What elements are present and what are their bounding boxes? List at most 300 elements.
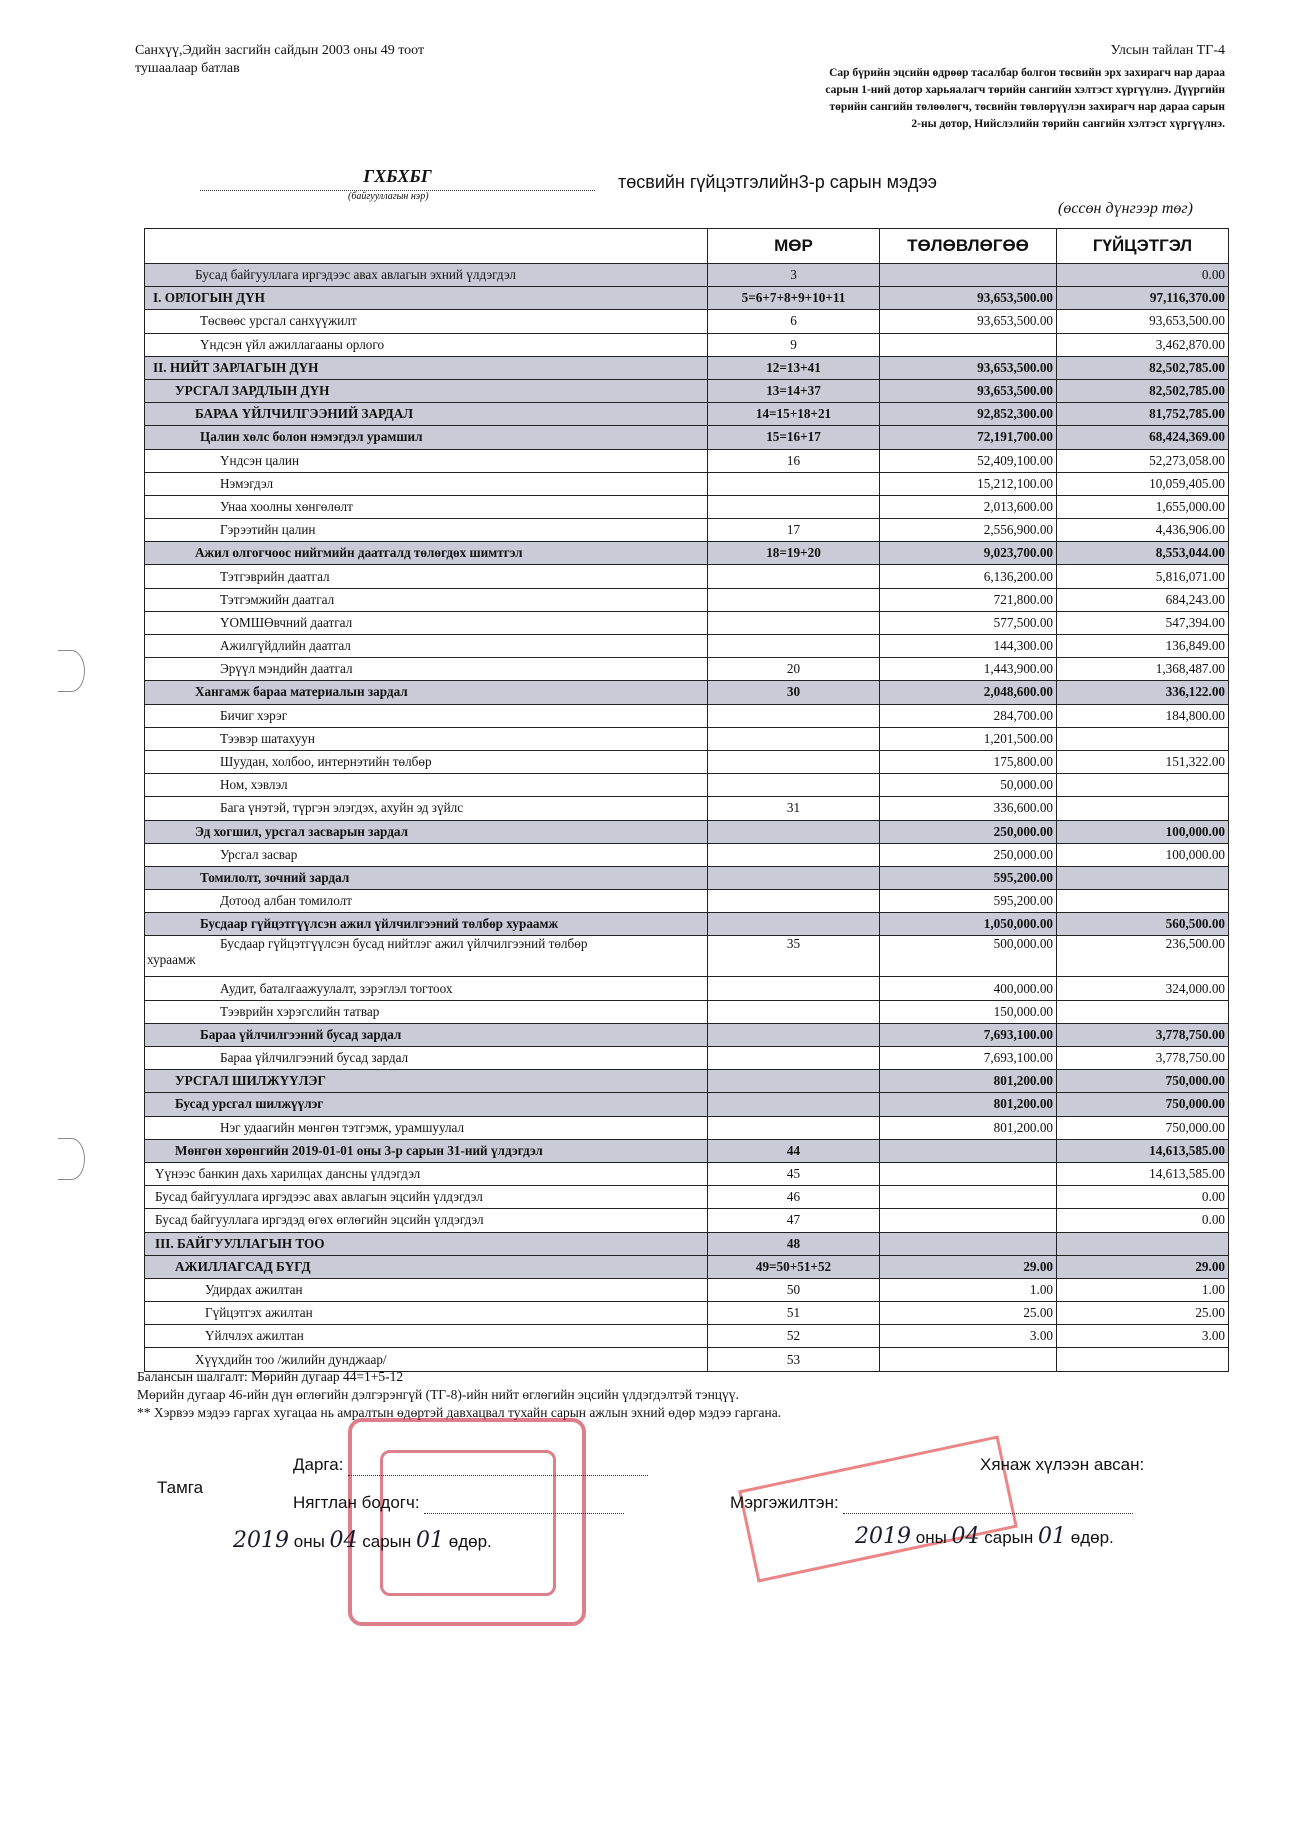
director-signature-line [293, 1455, 648, 1476]
actual-value: 3,462,870.00 [1057, 333, 1229, 356]
row-label [145, 426, 708, 449]
row-number: 31 [708, 797, 880, 820]
punch-hole-top [58, 650, 85, 692]
actual-value: 52,273,058.00 [1057, 449, 1229, 472]
row-label-continuation: хураамж [147, 952, 196, 968]
actual-value: 10,059,405.00 [1057, 472, 1229, 495]
row-number: 15=16+17 [708, 426, 880, 449]
table-row [145, 797, 1229, 820]
row-label [145, 519, 708, 542]
actual-value: 100,000.00 [1057, 820, 1229, 843]
plan-value: 93,653,500.00 [880, 356, 1057, 379]
table-row [145, 264, 1229, 287]
row-label [145, 681, 708, 704]
actual-value [1057, 774, 1229, 797]
actual-value: 3.00 [1057, 1325, 1229, 1348]
row-label [145, 843, 708, 866]
row-label [145, 565, 708, 588]
plan-value: 801,200.00 [880, 1116, 1057, 1139]
table-row [145, 379, 1229, 402]
left-date-line [233, 1528, 492, 1553]
row-label-text: Тээвэр шатахуун [220, 730, 315, 746]
specialist-signature-field [843, 1493, 1133, 1514]
right-date-ony: оны [915, 1528, 947, 1547]
row-number [708, 977, 880, 1000]
plan-value [880, 1232, 1057, 1255]
plan-value: 400,000.00 [880, 977, 1057, 1000]
row-number [708, 472, 880, 495]
actual-value: 560,500.00 [1057, 913, 1229, 936]
row-label [145, 890, 708, 913]
actual-value [1057, 727, 1229, 750]
plan-value: 144,300.00 [880, 635, 1057, 658]
plan-value: 6,136,200.00 [880, 565, 1057, 588]
row-number [708, 843, 880, 866]
row-label [145, 1255, 708, 1278]
plan-value: 93,653,500.00 [880, 379, 1057, 402]
plan-value: 3.00 [880, 1325, 1057, 1348]
row-number: 30 [708, 681, 880, 704]
table-row [145, 1186, 1229, 1209]
budget-report-table [144, 228, 1229, 1372]
plan-value: 801,200.00 [880, 1070, 1057, 1093]
table-row [145, 1162, 1229, 1185]
row-number: 6 [708, 310, 880, 333]
table-row [145, 542, 1229, 565]
row-label-text: Тэтгэврийн даатгал [220, 568, 330, 584]
actual-value: 1.00 [1057, 1278, 1229, 1301]
row-label [145, 1116, 708, 1139]
row-label-text: Тэтгэмжийн даатгал [220, 591, 335, 607]
actual-value: 25.00 [1057, 1302, 1229, 1325]
plan-value: 2,013,600.00 [880, 495, 1057, 518]
accountant-signature-field [424, 1493, 624, 1514]
actual-value: 324,000.00 [1057, 977, 1229, 1000]
punch-hole-bottom [58, 1138, 85, 1180]
row-label [145, 1325, 708, 1348]
row-number [708, 866, 880, 889]
row-label [145, 1139, 708, 1162]
left-date-saryn: сарын [362, 1532, 412, 1551]
plan-value [880, 1348, 1057, 1371]
specialist-label: Мэргэжилтэн: [730, 1493, 839, 1512]
row-label-text: УРСГАЛ ЗАРДЛЫН ДҮН [175, 383, 330, 399]
row-label [145, 1093, 708, 1116]
row-label-text: Хүүхдийн тоо /жилийн дунджаар/ [195, 1351, 387, 1367]
row-label-text: Эд хогшил, урсгал засварын зардал [195, 823, 408, 839]
director-label: Дарга: [293, 1455, 344, 1474]
row-label [145, 797, 708, 820]
holiday-note: ** Хэрвээ мэдээ гаргах хугацаа нь амралтын өдөртэй давхацвал тухайн сарын ажлын эхний өдөр мэдээ гаргана. [137, 1405, 782, 1420]
row-label-text: Бусдаар гүйцэтгүүлсэн бусад нийтлэг ажил үйлчилгээний төлбөр [220, 936, 588, 952]
row-number [708, 1023, 880, 1046]
header-row-number: МӨР [708, 229, 880, 264]
row-label-text: Ажил олгогчоос нийгмийн даатгалд төлөгдөх шимтгэл [195, 545, 523, 561]
row-number: 17 [708, 519, 880, 542]
report-instructions [760, 42, 1225, 133]
accountant-label: Нягтлан бодогч: [293, 1493, 420, 1512]
actual-value: 3,778,750.00 [1057, 1023, 1229, 1046]
row-label-text: Бусад байгууллага иргэдээс авах авлагын эцсийн үлдэгдэл [155, 1189, 483, 1205]
row-number [708, 913, 880, 936]
actual-value: 68,424,369.00 [1057, 426, 1229, 449]
row-label [145, 977, 708, 1000]
organization-caption: (байгууллагын нэр) [348, 191, 429, 202]
row-label-text: Ажилгүйдлийн даатгал [220, 638, 351, 654]
table-row [145, 310, 1229, 333]
plan-value [880, 1139, 1057, 1162]
organization-seal [348, 1418, 586, 1626]
row-number: 44 [708, 1139, 880, 1162]
plan-value: 1.00 [880, 1278, 1057, 1301]
row-number [708, 820, 880, 843]
header-label [145, 229, 708, 264]
row-number [708, 1000, 880, 1023]
row-number: 20 [708, 658, 880, 681]
actual-value [1057, 797, 1229, 820]
table-row [145, 1232, 1229, 1255]
row-label-text: БАРАА ҮЙЛЧИЛГЭЭНИЙ ЗАРДАЛ [195, 406, 414, 422]
row-number [708, 1047, 880, 1070]
table-row [145, 866, 1229, 889]
actual-value: 0.00 [1057, 264, 1229, 287]
instruction-line-4: 2-ны дотор, Нийслэлийн төрийн сангийн хэлтэст хүргүүлнэ. [911, 118, 1225, 130]
actual-value: 82,502,785.00 [1057, 356, 1229, 379]
actual-value: 81,752,785.00 [1057, 403, 1229, 426]
row-label-text: Томилолт, зочний зардал [200, 869, 350, 885]
row-label-text: Унаа хоолны хөнгөлөлт [220, 498, 353, 514]
plan-value: 29.00 [880, 1255, 1057, 1278]
actual-value: 684,243.00 [1057, 588, 1229, 611]
plan-value: 2,556,900.00 [880, 519, 1057, 542]
row-label [145, 449, 708, 472]
table-row [145, 913, 1229, 936]
table-row [145, 426, 1229, 449]
plan-value: 1,443,900.00 [880, 658, 1057, 681]
row-number [708, 611, 880, 634]
row-label [145, 472, 708, 495]
plan-value [880, 1162, 1057, 1185]
actual-value: 184,800.00 [1057, 704, 1229, 727]
row-number: 47 [708, 1209, 880, 1232]
table-row [145, 1139, 1229, 1162]
table-row [145, 1325, 1229, 1348]
row-label-text: Үндсэн цалин [220, 452, 300, 468]
row-number [708, 635, 880, 658]
row-label-text: Нэг удаагийн мөнгөн тэтгэмж, урамшуулал [220, 1119, 465, 1135]
row-label [145, 750, 708, 773]
actual-value: 14,613,585.00 [1057, 1139, 1229, 1162]
row-label-text: Бусад урсгал шилжүүлэг [175, 1096, 324, 1112]
accountant-signature-line [293, 1493, 624, 1514]
plan-value: 577,500.00 [880, 611, 1057, 634]
row-label-text: Дотоод албан томилолт [220, 893, 352, 909]
actual-value [1057, 1000, 1229, 1023]
row-label-text: Шуудан, холбоо, интернэтийн төлбөр [220, 754, 432, 770]
plan-value [880, 1186, 1057, 1209]
left-date-year: 2019 [233, 1528, 289, 1553]
table-row [145, 588, 1229, 611]
row-number [708, 565, 880, 588]
left-date-day: 01 [416, 1528, 445, 1553]
right-date-line [855, 1524, 1114, 1549]
row-number: 51 [708, 1302, 880, 1325]
table-row [145, 774, 1229, 797]
actual-value [1057, 1348, 1229, 1371]
actual-value: 93,653,500.00 [1057, 310, 1229, 333]
row-label-text: Эрүүл мэндийн даатгал [220, 661, 353, 677]
table-row [145, 1278, 1229, 1301]
row-label [145, 1278, 708, 1301]
plan-value: 250,000.00 [880, 820, 1057, 843]
row-label [145, 1162, 708, 1185]
table-row [145, 333, 1229, 356]
instruction-line-2: сарын 1-ний дотор харьяалагч төрийн сангийн хэлтэст хүргүүлнэ. Дүүргийн [825, 84, 1225, 96]
row-number [708, 774, 880, 797]
actual-value: 8,553,044.00 [1057, 542, 1229, 565]
actual-value [1057, 890, 1229, 913]
row-number [708, 704, 880, 727]
plan-value: 2,048,600.00 [880, 681, 1057, 704]
plan-value: 500,000.00 [880, 936, 1057, 977]
approval-line-1: Санхүү,Эдийн засгийн сайдын 2003 оны 49 тоот [135, 43, 425, 58]
row-label-text: Бага үнэтэй, түргэн элэгдэх, ахуйн эд зүйлс [220, 800, 464, 816]
row-label-text: Гэрээтийн цалин [220, 522, 316, 538]
left-date-month: 04 [329, 1528, 358, 1553]
row-label [145, 1186, 708, 1209]
row-label-text: Нэмэгдэл [220, 475, 274, 491]
unit-note: (өссөн дүнгээр төг) [1058, 200, 1193, 217]
row-label-text: Үндсэн үйл ажиллагааны орлого [200, 336, 385, 352]
plan-value: 1,050,000.00 [880, 913, 1057, 936]
row-label [145, 1302, 708, 1325]
row-label-text: II. НИЙТ ЗАРЛАГЫН ДҮН [153, 359, 319, 375]
table-row [145, 658, 1229, 681]
row-label-text: Удирдах ажилтан [205, 1281, 303, 1297]
table-row [145, 843, 1229, 866]
row-label-text: Үйлчлэх ажилтан [205, 1328, 304, 1344]
row-label [145, 333, 708, 356]
approval-line-2: тушаалаар батлав [135, 61, 240, 76]
row-label [145, 704, 708, 727]
plan-value [880, 333, 1057, 356]
plan-value: 72,191,700.00 [880, 426, 1057, 449]
row-label [145, 936, 708, 977]
payables-note: Мөрийн дугаар 46-ийн дүн өглөгийн дэлгэрэнгүй (ТГ-8)-ийн нийт өглөгийн эцсийн үлдэгдэлтэй тэнцүү. [137, 1387, 739, 1402]
table-row [145, 820, 1229, 843]
table-row [145, 1302, 1229, 1325]
actual-value: 82,502,785.00 [1057, 379, 1229, 402]
actual-value: 236,500.00 [1057, 936, 1229, 977]
row-number: 5=6+7+8+9+10+11 [708, 287, 880, 310]
table-row [145, 1255, 1229, 1278]
table-row [145, 936, 1229, 977]
right-date-year: 2019 [855, 1524, 911, 1549]
actual-value [1057, 1232, 1229, 1255]
row-label [145, 1070, 708, 1093]
right-date-saryn: сарын [984, 1528, 1034, 1547]
table-row [145, 704, 1229, 727]
table-header-row [145, 229, 1229, 264]
table-row [145, 495, 1229, 518]
table-row [145, 635, 1229, 658]
plan-value: 175,800.00 [880, 750, 1057, 773]
actual-value: 29.00 [1057, 1255, 1229, 1278]
plan-value: 50,000.00 [880, 774, 1057, 797]
row-number: 48 [708, 1232, 880, 1255]
left-date-ony: оны [293, 1532, 325, 1551]
left-date-udur: өдөр. [448, 1532, 492, 1551]
row-label-text: Тээврийн хэрэгслийн татвар [220, 1003, 380, 1019]
row-label-text: Гүйцэтгэх ажилтан [205, 1305, 313, 1321]
table-row [145, 356, 1229, 379]
row-number [708, 495, 880, 518]
row-number [708, 750, 880, 773]
row-label-text: Бараа үйлчилгээний бусад зардал [220, 1050, 409, 1066]
table-row [145, 1070, 1229, 1093]
table-row [145, 519, 1229, 542]
row-label [145, 913, 708, 936]
plan-value [880, 1209, 1057, 1232]
row-label [145, 1209, 708, 1232]
table-row [145, 1209, 1229, 1232]
table-row [145, 890, 1229, 913]
row-label-text: Аудит, баталгаажуулалт, зэрэглэл тогтоох [220, 980, 453, 996]
seal-label: Тамга [157, 1478, 204, 1497]
report-title: төсвийн гүйцэтгэлийн3-р сарын мэдээ [618, 172, 937, 192]
plan-value: 595,200.00 [880, 866, 1057, 889]
right-date-month: 04 [951, 1524, 980, 1549]
actual-value: 97,116,370.00 [1057, 287, 1229, 310]
actual-value: 336,122.00 [1057, 681, 1229, 704]
table-row [145, 1116, 1229, 1139]
table-row [145, 287, 1229, 310]
row-number: 3 [708, 264, 880, 287]
row-label [145, 310, 708, 333]
row-number: 14=15+18+21 [708, 403, 880, 426]
actual-value: 151,322.00 [1057, 750, 1229, 773]
plan-value: 93,653,500.00 [880, 287, 1057, 310]
row-label-text: Төсвөөс урсгал санхүүжилт [200, 313, 357, 329]
actual-value: 100,000.00 [1057, 843, 1229, 866]
table-row [145, 977, 1229, 1000]
row-label [145, 287, 708, 310]
row-label [145, 635, 708, 658]
table-row [145, 611, 1229, 634]
row-label [145, 1047, 708, 1070]
row-number [708, 1116, 880, 1139]
plan-value: 25.00 [880, 1302, 1057, 1325]
plan-value: 284,700.00 [880, 704, 1057, 727]
header-actual: ГҮЙЦЭТГЭЛ [1057, 229, 1229, 264]
instruction-line-1: Сар бүрийн эцсийн өдрөөр тасалбар болгон төсвийн эрх захирагч нар дараа [829, 67, 1225, 79]
plan-value: 9,023,700.00 [880, 542, 1057, 565]
row-label-text: Бичиг хэрэг [220, 707, 288, 723]
actual-value: 1,655,000.00 [1057, 495, 1229, 518]
table-row [145, 1023, 1229, 1046]
plan-value: 15,212,100.00 [880, 472, 1057, 495]
row-label [145, 356, 708, 379]
actual-value: 1,368,487.00 [1057, 658, 1229, 681]
row-number: 49=50+51+52 [708, 1255, 880, 1278]
plan-value: 7,693,100.00 [880, 1047, 1057, 1070]
plan-value: 93,653,500.00 [880, 310, 1057, 333]
actual-value: 750,000.00 [1057, 1116, 1229, 1139]
table-row [145, 1093, 1229, 1116]
row-number: 46 [708, 1186, 880, 1209]
row-label-text: I. ОРЛОГЫН ДҮН [153, 290, 265, 306]
actual-value: 5,816,071.00 [1057, 565, 1229, 588]
row-number [708, 1070, 880, 1093]
plan-value: 721,800.00 [880, 588, 1057, 611]
actual-value: 14,613,585.00 [1057, 1162, 1229, 1185]
actual-value: 0.00 [1057, 1209, 1229, 1232]
actual-value: 136,849.00 [1057, 635, 1229, 658]
specialist-signature-line [730, 1493, 1133, 1514]
table-row [145, 449, 1229, 472]
row-number: 16 [708, 449, 880, 472]
row-label-text: III. БАЙГУУЛЛАГЫН ТОО [155, 1235, 325, 1251]
row-label [145, 1023, 708, 1046]
row-number: 9 [708, 333, 880, 356]
actual-value: 4,436,906.00 [1057, 519, 1229, 542]
row-number: 50 [708, 1278, 880, 1301]
row-number [708, 727, 880, 750]
row-number [708, 588, 880, 611]
row-number [708, 890, 880, 913]
row-label-text: Бараа үйлчилгээний бусад зардал [200, 1026, 402, 1042]
plan-value: 52,409,100.00 [880, 449, 1057, 472]
plan-value: 250,000.00 [880, 843, 1057, 866]
row-number: 45 [708, 1162, 880, 1185]
row-number: 35 [708, 936, 880, 977]
plan-value [880, 264, 1057, 287]
balance-check-note: Балансын шалгалт: Мөрийн дугаар 44=1+5-12 [137, 1369, 404, 1384]
row-number: 18=19+20 [708, 542, 880, 565]
table-row [145, 750, 1229, 773]
row-number: 12=13+41 [708, 356, 880, 379]
row-label [145, 264, 708, 287]
row-label-text: АЖИЛЛАГСАД БҮГД [175, 1258, 311, 1274]
director-signature-field [348, 1455, 648, 1476]
row-label [145, 495, 708, 518]
plan-value: 801,200.00 [880, 1093, 1057, 1116]
row-label [145, 611, 708, 634]
row-number: 13=14+37 [708, 379, 880, 402]
row-label [145, 588, 708, 611]
row-label-text: Урсгал засвар [220, 846, 298, 862]
row-number [708, 1093, 880, 1116]
plan-value: 150,000.00 [880, 1000, 1057, 1023]
right-date-udur: өдөр. [1070, 1528, 1114, 1547]
plan-value: 92,852,300.00 [880, 403, 1057, 426]
row-label [145, 727, 708, 750]
table-row [145, 1047, 1229, 1070]
table-row [145, 727, 1229, 750]
row-number: 52 [708, 1325, 880, 1348]
row-label-text: УРСГАЛ ШИЛЖҮҮЛЭГ [175, 1073, 326, 1089]
row-label [145, 379, 708, 402]
table-row [145, 681, 1229, 704]
row-label [145, 658, 708, 681]
row-label-text: Бусдаар гүйцэтгүүлсэн ажил үйлчилгээний төлбөр хураамж [200, 916, 559, 932]
table-row [145, 403, 1229, 426]
instruction-line-3: төрийн сангийн төлөөлөгч, төсвийн төвлөрүүлэн захирагч нар дараа сарын [829, 101, 1225, 113]
actual-value: 750,000.00 [1057, 1070, 1229, 1093]
received-label: Хянаж хүлээн авсан: [980, 1455, 1145, 1474]
organization-name: ГХБХБГ [200, 166, 595, 191]
right-date-day: 01 [1038, 1524, 1067, 1549]
